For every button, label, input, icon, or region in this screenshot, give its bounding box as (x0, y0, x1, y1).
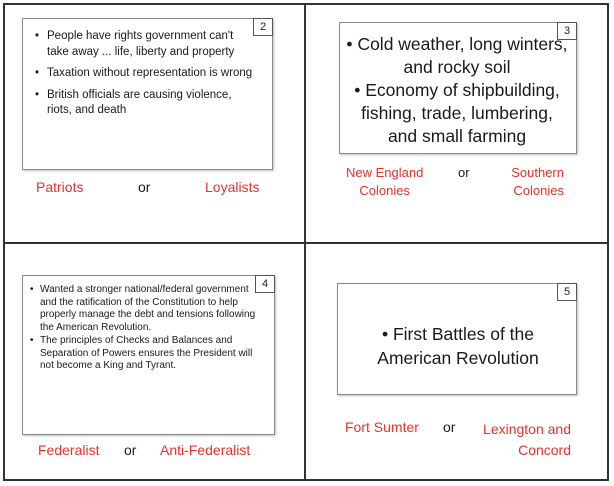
clue-card-3 (339, 22, 577, 154)
clue-item (346, 79, 568, 148)
clue-card-2 (22, 18, 273, 170)
clue-text: People have rights government can't take away ... life, liberty and property (47, 30, 235, 58)
clue-text: Wanted a stronger national/federal government and the ratification of the Constitution to help properly manage the debt and tensions following the American Revolution. (40, 284, 256, 334)
answer-option-fort-sumter[interactable]: Fort Sumter (345, 419, 419, 435)
bullet-glyph: • (35, 67, 40, 79)
card-number: 4 (255, 275, 275, 293)
clue-item (35, 66, 257, 82)
clue-card-5 (337, 283, 577, 395)
clue-text: Economy of shipbuilding, fishing, trade, lumbering, and small farming (361, 80, 560, 146)
bullet-glyph: • (381, 324, 389, 344)
clue-list (35, 29, 257, 125)
bullet-glyph: • (35, 30, 40, 42)
clue-item (30, 335, 258, 373)
clue-item (35, 29, 257, 60)
answer-option-lexington-and-concord[interactable] (466, 419, 571, 461)
answer-option-new-england-colonies[interactable] (346, 164, 423, 200)
clue-list (346, 33, 568, 148)
option-line: Colonies (359, 183, 410, 198)
clue-text: The principles of Checks and Balances and Separation of Powers ensures the President will not become a King and Tyrant. (40, 334, 253, 372)
or-label: or (124, 442, 137, 458)
card-number: 2 (253, 18, 273, 36)
bullet-glyph: • (354, 80, 361, 100)
answer-option-patriots[interactable]: Patriots (36, 179, 84, 195)
bullet-glyph: • (346, 34, 353, 54)
clue-item (348, 322, 568, 370)
clue-item (35, 88, 257, 119)
card-number: 3 (557, 22, 577, 40)
option-line: New England (346, 165, 424, 180)
bullet-glyph: • (35, 88, 40, 101)
clue-text: First Battles of the American Revolution (377, 324, 539, 368)
clue-list (348, 322, 568, 370)
clue-text: Cold weather, long winters, and rocky soil (357, 34, 568, 77)
clue-item (30, 284, 258, 335)
or-label: or (138, 179, 151, 195)
option-line: Concord (518, 442, 571, 458)
option-line: Lexington and (483, 421, 571, 437)
bullet-glyph: • (30, 284, 34, 295)
card-number: 5 (557, 283, 577, 301)
clue-text: Taxation without representation is wrong (47, 67, 253, 79)
option-line: Colonies (513, 183, 564, 198)
answer-option-southern-colonies[interactable] (500, 164, 564, 200)
clue-card-4 (22, 275, 275, 435)
clue-list (30, 284, 258, 373)
grid-horizontal-divider (3, 242, 609, 244)
or-label: or (443, 419, 456, 435)
answer-option-anti-federalist[interactable]: Anti-Federalist (160, 442, 251, 458)
answer-option-federalist[interactable]: Federalist (38, 442, 100, 458)
clue-item (346, 33, 568, 79)
or-label: or (458, 165, 470, 180)
answer-option-loyalists[interactable]: Loyalists (205, 179, 260, 195)
bullet-glyph: • (30, 334, 34, 346)
option-line: Southern (511, 165, 564, 180)
clue-text: British officials are causing violence, riots, and death (47, 88, 232, 116)
